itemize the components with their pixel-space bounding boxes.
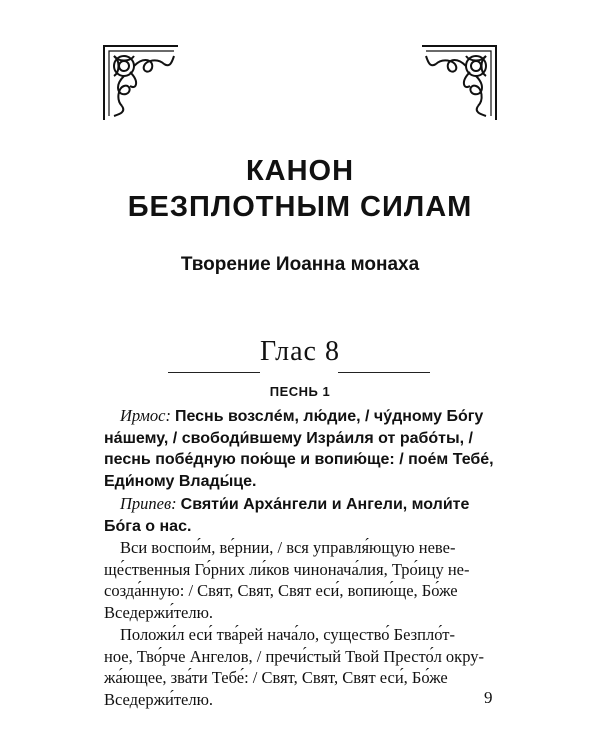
para1-line-2: ще́ственныя Го́рних ли́ков чинонача́лия, Тро́ицу не- <box>104 559 470 579</box>
irmos-line-1: Ирмос: Песнь возслéм, лю́дие, / чу́дному Бо́гу <box>120 406 484 425</box>
subtitle: Творение Иоанна монаха <box>180 254 420 275</box>
irmos-label: Ирмос: <box>120 406 171 425</box>
glas-rule-left <box>168 372 260 373</box>
paragraph-1 <box>104 537 504 623</box>
page-number: 9 <box>484 688 493 707</box>
refrain-line-2: Бо́га о нас. <box>104 517 192 535</box>
para1-line-3: созда́нную: / Свят, Свят, Свят еси́, вопию́ще, Бо́же <box>104 581 458 600</box>
corner-ornament-icon <box>418 42 500 124</box>
irmos-line-2: на́шему, / свободи́вшему Изра́иля от рабо́ты, / <box>104 429 473 447</box>
irmos-line-4: Еди́ному Влады́це. <box>104 472 257 490</box>
para1-line-4: Вседержи́телю. <box>104 602 214 622</box>
corner-ornament-left <box>100 42 182 124</box>
irmos-line-3: песнь побе́дную пою́ще и вопию́ще: / пое́м Тебе́, <box>104 451 494 468</box>
glas-heading: Глас 8 <box>260 336 340 367</box>
para1-line-1: Вси воспои́м, ве́рнии, / вся управля́ющую неве- <box>120 538 456 557</box>
refrain-block <box>104 493 504 537</box>
title-line-1: КАНОН <box>245 155 355 187</box>
refrain-label: Припев: <box>120 494 177 513</box>
paragraph-2 <box>104 624 504 710</box>
song-heading: ПЕСНЬ 1 <box>269 384 331 399</box>
refrain-line-1: Припев: Святи́и Арха́нгели и Ангели, моли́те <box>120 494 470 513</box>
glas-rule-right <box>338 372 430 373</box>
irmos-block <box>104 405 504 492</box>
corner-ornament-right <box>418 42 500 124</box>
para2-line-1: Положи́л еси́ тва́рей нача́ло, существо́ Безпло́т- <box>120 625 455 644</box>
corner-ornament-icon <box>100 42 182 124</box>
para2-line-4: Вседержи́телю. <box>104 689 214 709</box>
para2-line-2: ное, Тво́рче Ангелов, / пречи́стый Твой Престо́л окру- <box>104 646 484 666</box>
title-line-2: БЕЗПЛОТНЫМ СИЛАМ <box>127 191 473 223</box>
para2-line-3: жа́ющее, зва́ти Тебе́: / Свят, Свят, Свят еси́, Бо́же <box>104 668 448 687</box>
